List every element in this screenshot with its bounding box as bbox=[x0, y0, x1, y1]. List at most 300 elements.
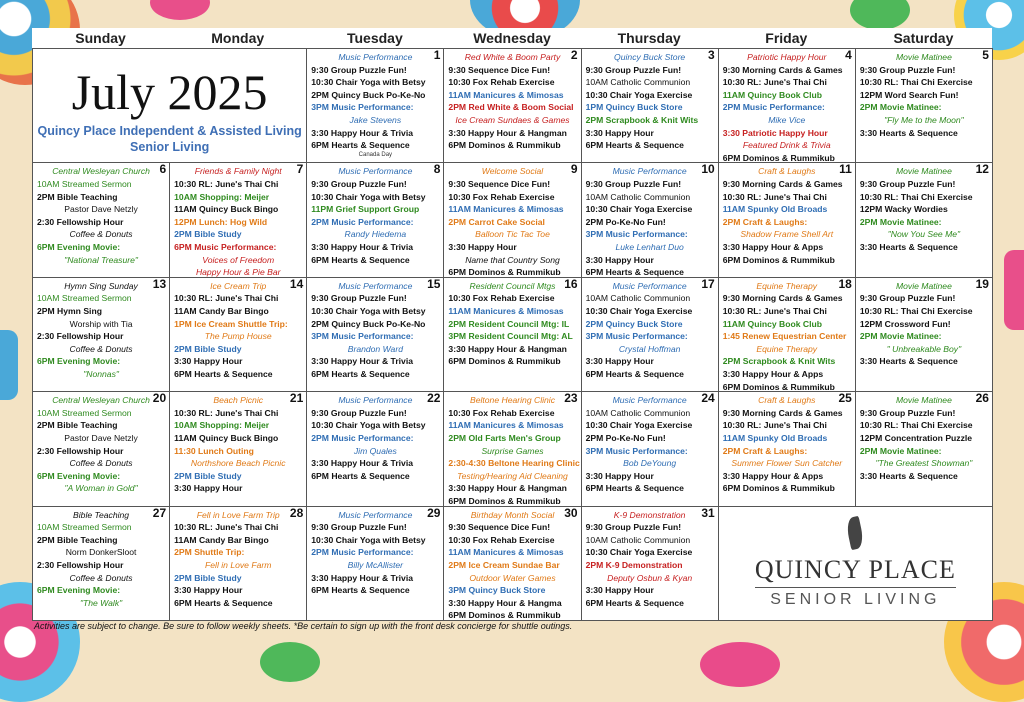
day-number: 18 bbox=[838, 277, 852, 291]
activity-line: Fell in Love Farm Trip bbox=[196, 509, 280, 520]
activity-line: 2PM Music Performance: bbox=[311, 432, 414, 443]
activity-line: 3PM Music Performance: bbox=[585, 445, 688, 456]
activity-line: 1PM Ice Cream Shuttle Trip: bbox=[174, 318, 288, 329]
activity-line: 3:30 Happy Hour & Hangman bbox=[448, 343, 567, 354]
activity-line: 11AM Quincy Buck Bingo bbox=[174, 432, 279, 443]
day-cell bbox=[856, 392, 993, 506]
activity-line: 10:30 Chair Yoga Exercise bbox=[585, 305, 693, 316]
day-cell bbox=[856, 163, 993, 277]
activity-line: 9:30 Sequence Dice Fun! bbox=[448, 522, 551, 533]
activity-line: 11AM Quincy Book Club bbox=[722, 89, 823, 100]
weekday-label: Friday bbox=[765, 30, 808, 46]
activity-line: 3:30 Hearts & Sequence bbox=[859, 241, 958, 252]
activity-line: Music Performance bbox=[338, 509, 413, 520]
activity-line: Pastor Dave Netzly bbox=[64, 204, 138, 215]
activity-line: 11AM Quincy Book Club bbox=[722, 318, 823, 329]
day-number: 25 bbox=[838, 392, 852, 406]
activity-line: 10AM Catholic Communion bbox=[585, 293, 691, 304]
activity-line: Music Performance bbox=[338, 395, 413, 406]
activity-line: Friends & Family Night bbox=[194, 166, 282, 177]
weekday-label: Tuesday bbox=[346, 30, 403, 46]
day-number: 31 bbox=[701, 506, 715, 520]
activity-line: 6PM Hearts & Sequence bbox=[585, 483, 684, 494]
logo-block bbox=[719, 507, 993, 621]
activity-line: Billy McAllister bbox=[347, 559, 404, 570]
day-number: 24 bbox=[701, 392, 715, 406]
activity-line: Quincy Buck Store bbox=[614, 52, 686, 62]
day-number: 22 bbox=[427, 392, 441, 406]
activity-line: Canada Day bbox=[358, 151, 393, 158]
activity-line: Happy Hour & Pie Bar bbox=[195, 267, 281, 278]
activity-line: 10:30 Chair Yoga with Betsy bbox=[311, 305, 426, 316]
activity-line: 10:30 RL: Thai Chi Exercise bbox=[859, 420, 973, 431]
month-title-block bbox=[33, 49, 307, 163]
activity-line: 10:30 Fox Rehab Exercise bbox=[448, 407, 555, 418]
activity-line: 3:30 Happy Hour & Trivia bbox=[311, 356, 414, 367]
activity-line: Birthday Month Social bbox=[470, 509, 555, 520]
activity-line: Randy Hiedema bbox=[344, 229, 407, 240]
activity-line: Brandon Ward bbox=[347, 343, 403, 354]
activity-line: 6PM Hearts & Sequence bbox=[585, 267, 684, 278]
activity-line: "A Woman in Gold" bbox=[64, 483, 138, 494]
activity-line: 9:30 Sequence Dice Fun! bbox=[448, 178, 551, 189]
activity-line: Equine Therapy bbox=[756, 343, 818, 354]
activity-line: Bible Teaching bbox=[73, 509, 130, 520]
activity-line: 2:30 Fellowship Hour bbox=[37, 445, 124, 456]
activity-line: Equine Therapy bbox=[756, 280, 818, 291]
activity-line: 6PM Hearts & Sequence bbox=[311, 470, 410, 481]
activity-line: The Pump House bbox=[204, 331, 272, 342]
activity-line: 6PM Evening Movie: bbox=[37, 241, 121, 252]
activity-line: 2PM Bible Study bbox=[174, 470, 242, 481]
activity-line: Beach Picnic bbox=[213, 395, 264, 406]
activity-line: 9:30 Morning Cards & Games bbox=[722, 293, 843, 304]
activity-line: 10:30 Chair Yoga Exercise bbox=[585, 204, 693, 215]
activity-line: 6PM Hearts & Sequence bbox=[311, 368, 410, 379]
day-cell bbox=[307, 507, 444, 621]
day-number: 30 bbox=[564, 506, 578, 520]
day-number: 11 bbox=[839, 163, 852, 177]
activity-line: 10AM Streamed Sermon bbox=[37, 407, 132, 418]
activity-line: 6PM Hearts & Sequence bbox=[311, 254, 410, 265]
activity-line: Music Performance bbox=[612, 166, 687, 177]
activity-line: 11AM Manicures & Mimosas bbox=[448, 547, 564, 558]
day-number: 23 bbox=[564, 392, 578, 406]
activity-line: Luke Lenhart Duo bbox=[615, 241, 684, 252]
day-number: 10 bbox=[701, 163, 715, 177]
activity-line: 2PM Po-Ke-No Fun! bbox=[585, 432, 666, 443]
activity-line: 10:30 RL: June's Thai Chi bbox=[174, 293, 279, 304]
activity-line: 9:30 Morning Cards & Games bbox=[722, 178, 843, 189]
activity-line: Craft & Laughs bbox=[758, 395, 816, 406]
day-cell bbox=[719, 392, 856, 506]
activity-line: 9:30 Group Puzzle Fun! bbox=[859, 407, 956, 418]
activity-line: 2PM Quincy Buck Po-Ke-No bbox=[311, 318, 426, 329]
day-number: 27 bbox=[152, 506, 167, 520]
day-number: 9 bbox=[570, 163, 578, 177]
activity-line: 6PM Dominos & Rummikub bbox=[722, 152, 835, 163]
day-number: 12 bbox=[975, 163, 989, 177]
activity-line: 2PM Hymn Sing bbox=[37, 305, 102, 316]
activity-line: 2PM Scrapbook & Knit Wits bbox=[585, 114, 699, 125]
activity-line: 2PM Bible Study bbox=[174, 343, 242, 354]
day-cell bbox=[582, 507, 719, 621]
activity-line: 10AM Catholic Communion bbox=[585, 77, 691, 88]
weekday-label: Saturday bbox=[893, 30, 954, 46]
activity-line: 9:30 Group Puzzle Fun! bbox=[311, 522, 407, 533]
activity-line: 6PM Dominos & Rummikub bbox=[448, 610, 561, 621]
activity-line: 2PM Movie Matinee: bbox=[859, 445, 942, 456]
activity-line: 1:45 Renew Equestrian Center bbox=[722, 331, 847, 342]
activity-line: 2PM Movie Matinee: bbox=[859, 216, 942, 227]
activity-line: Jim Quales bbox=[353, 445, 397, 456]
activity-line: 10:30 Fox Rehab Exercise bbox=[448, 77, 555, 88]
activity-line: 10:30 RL: June's Thai Chi bbox=[722, 191, 827, 202]
weekday-label: Sunday bbox=[75, 30, 126, 46]
activity-line: 9:30 Group Puzzle Fun! bbox=[311, 407, 407, 418]
activity-line: Jake Stevens bbox=[349, 114, 402, 125]
day-cell bbox=[170, 392, 307, 506]
day-number: 28 bbox=[289, 506, 304, 520]
activity-line: 3:30 Patriotic Happy Hour bbox=[722, 127, 828, 138]
activity-line: 2PM Resident Council Mtg: IL bbox=[448, 318, 570, 329]
day-cell bbox=[307, 392, 444, 506]
activity-line: " Unbreakable Boy" bbox=[886, 343, 962, 354]
activity-line: Summer Flower Sun Catcher bbox=[731, 458, 843, 469]
activity-line: 9:30 Group Puzzle Fun! bbox=[585, 64, 682, 75]
activity-line: Deputy Osbun & Kyan bbox=[607, 572, 693, 583]
activity-line: 2:30 Fellowship Hour bbox=[37, 331, 124, 342]
popsicle-decoration bbox=[0, 330, 18, 400]
activity-line: Voices of Freedom bbox=[202, 254, 275, 265]
activity-line: 3:30 Hearts & Sequence bbox=[859, 470, 958, 481]
activity-line: 11AM Quincy Buck Bingo bbox=[174, 204, 279, 215]
activity-line: 10:30 Fox Rehab Exercise bbox=[448, 534, 555, 545]
activity-line: 2PM Scrapbook & Knit Wits bbox=[722, 356, 836, 367]
activity-line: 3PM Music Performance: bbox=[585, 229, 688, 240]
activity-line: Coffee & Donuts bbox=[69, 572, 133, 583]
day-cell bbox=[170, 278, 307, 392]
activity-line: 10AM Shopping: Meijer bbox=[174, 191, 270, 202]
activity-line: 6PM Hearts & Sequence bbox=[311, 140, 410, 151]
activity-line: Beltone Hearing Clinic bbox=[469, 395, 555, 406]
activity-line: 10:30 RL: June's Thai Chi bbox=[174, 407, 279, 418]
activity-line: 6PM Dominos & Rummikub bbox=[722, 483, 835, 494]
activity-line: 10:30 RL: June's Thai Chi bbox=[722, 305, 827, 316]
activity-line: Coffee & Donuts bbox=[69, 229, 133, 240]
activity-line: 2:30-4:30 Beltone Hearing Clinic bbox=[448, 458, 580, 469]
activity-line: 10AM Streamed Sermon bbox=[37, 178, 132, 189]
activity-line: 6PM Music Performance: bbox=[174, 241, 277, 252]
day-number: 20 bbox=[152, 392, 167, 406]
activity-line: 11AM Manicures & Mimosas bbox=[448, 89, 564, 100]
day-number: 2 bbox=[570, 49, 578, 62]
activity-line: 2PM Movie Matinee: bbox=[859, 102, 942, 113]
activity-line: Norm DonkerSloot bbox=[65, 547, 137, 558]
activity-line: 2PM K-9 Demonstration bbox=[585, 559, 683, 570]
activity-line: 3PM Music Performance: bbox=[311, 102, 414, 113]
day-cell bbox=[444, 392, 581, 506]
activity-line: 2PM Music Performance: bbox=[311, 547, 414, 558]
activity-line: 10:30 Chair Yoga with Betsy bbox=[311, 534, 426, 545]
day-number: 4 bbox=[845, 49, 852, 62]
activity-line: 6PM Hearts & Sequence bbox=[585, 368, 684, 379]
activity-line: Welcome Social bbox=[481, 166, 544, 177]
activity-line: Hymn Sing Sunday bbox=[64, 280, 138, 291]
activity-line: 11AM Spunky Old Broads bbox=[722, 432, 828, 443]
activity-line: 12PM Lunch: Hog Wild bbox=[174, 216, 268, 227]
activity-line: Name that Country Song bbox=[465, 254, 560, 265]
activity-line: 6PM Evening Movie: bbox=[37, 356, 121, 367]
day-cell bbox=[170, 507, 307, 621]
flip-flop-decoration bbox=[700, 642, 780, 687]
activity-line: Mike Vice bbox=[768, 114, 806, 125]
activity-line: 9:30 Sequence Dice Fun! bbox=[448, 64, 551, 75]
activity-line: Craft & Laughs bbox=[758, 166, 816, 177]
activity-line: 6PM Dominos & Rummikub bbox=[448, 267, 561, 278]
activity-line: 2PM Music Performance: bbox=[722, 102, 825, 113]
activity-line: K-9 Demonstration bbox=[613, 509, 686, 520]
activity-line: 3:30 Happy Hour bbox=[174, 585, 243, 596]
activity-line: 10AM Catholic Communion bbox=[585, 534, 691, 545]
activity-line: 10:30 RL: June's Thai Chi bbox=[722, 77, 827, 88]
activity-line: Music Performance bbox=[612, 280, 687, 291]
activity-line: 11AM Spunky Old Broads bbox=[722, 204, 828, 215]
activity-line: 10:30 RL: June's Thai Chi bbox=[174, 178, 279, 189]
day-cell bbox=[33, 278, 170, 392]
month-title: July 2025 bbox=[71, 64, 268, 120]
day-cell bbox=[33, 507, 170, 621]
day-cell bbox=[444, 49, 581, 163]
activity-line: Shadow Frame Shell Art bbox=[740, 229, 834, 240]
activity-line: Featured Drink & Trivia bbox=[742, 140, 831, 151]
activity-line: 2PM Craft & Laughs: bbox=[722, 216, 808, 227]
activity-line: "The Greatest Showman" bbox=[875, 458, 973, 469]
activity-line: 6PM Dominos & Rummikub bbox=[722, 254, 835, 265]
day-cell bbox=[582, 49, 719, 163]
activity-line: 3:30 Happy Hour & Hangma bbox=[448, 597, 562, 608]
activity-line: 3:30 Happy Hour & Trivia bbox=[311, 127, 414, 138]
activity-line: 2PM Po-Ke-No Fun! bbox=[585, 216, 666, 227]
activity-line: 2PM Music Performance: bbox=[311, 216, 414, 227]
logo-name: QUINCY PLACE bbox=[755, 555, 956, 588]
activity-line: 11:30 Lunch Outing bbox=[174, 445, 254, 456]
logo-subtitle: SENIOR LIVING bbox=[770, 591, 941, 609]
day-number: 29 bbox=[427, 506, 441, 520]
activity-line: 6PM Hearts & Sequence bbox=[311, 585, 410, 596]
activity-line: 2PM Bible Study bbox=[174, 229, 242, 240]
activity-line: 2PM Carrot Cake Social bbox=[448, 216, 545, 227]
day-number: 7 bbox=[296, 163, 304, 177]
day-cell bbox=[33, 163, 170, 277]
activity-line: 3:30 Hearts & Sequence bbox=[859, 356, 958, 367]
activity-line: 1PM Quincy Buck Store bbox=[585, 102, 683, 113]
activity-line: 10AM Streamed Sermon bbox=[37, 522, 132, 533]
activity-line: 3:30 Happy Hour & Apps bbox=[722, 368, 824, 379]
activity-line: "Now You See Me" bbox=[887, 229, 961, 240]
weekday-label: Monday bbox=[211, 30, 265, 46]
footer-note: Activities are subject to change. Be sure to follow weekly sheets. *Be certain to sign up with the front desk concierge for shuttle outings. bbox=[34, 621, 573, 631]
activity-line: 11AM Candy Bar Bingo bbox=[174, 534, 269, 545]
activity-line: Red White & Boom Party bbox=[464, 52, 561, 62]
activity-line: 6PM Hearts & Sequence bbox=[585, 597, 684, 608]
activity-line: 2PM Ice Cream Sundae Bar bbox=[448, 559, 560, 570]
weekday-header bbox=[32, 28, 992, 48]
activity-line: 6PM Dominos & Rummikub bbox=[448, 495, 561, 506]
activity-line: Patriotic Happy Hour bbox=[747, 52, 827, 62]
day-number: 8 bbox=[433, 163, 441, 177]
activity-line: Central Wesleyan Church bbox=[52, 395, 150, 406]
activity-line: 3:30 Happy Hour & Trivia bbox=[311, 458, 414, 469]
activity-line: 3:30 Happy Hour bbox=[585, 254, 654, 265]
day-cell bbox=[856, 278, 993, 392]
activity-line: 9:30 Group Puzzle Fun! bbox=[311, 64, 407, 75]
activity-line: 9:30 Morning Cards & Games bbox=[722, 407, 843, 418]
day-number: 14 bbox=[289, 277, 304, 291]
day-cell bbox=[307, 163, 444, 277]
activity-line: 10:30 Chair Yoga with Betsy bbox=[311, 77, 426, 88]
activity-line: 3:30 Happy Hour bbox=[448, 241, 517, 252]
day-cell bbox=[582, 163, 719, 277]
activity-line: 3:30 Happy Hour & Hangman bbox=[448, 483, 567, 494]
day-cell bbox=[33, 392, 170, 506]
activity-line: 10:30 Chair Yoga with Betsy bbox=[311, 191, 426, 202]
activity-line: 6PM Hearts & Sequence bbox=[585, 140, 684, 151]
day-number: 13 bbox=[152, 277, 167, 291]
flip-flop-decoration bbox=[150, 0, 210, 20]
activity-line: 3:30 Happy Hour bbox=[585, 585, 654, 596]
activity-line: 6PM Dominos & Rummikub bbox=[722, 381, 835, 392]
activity-line: 11AM Manicures & Mimosas bbox=[448, 420, 564, 431]
day-cell bbox=[170, 163, 307, 277]
activity-line: 2PM Old Farts Men's Group bbox=[448, 432, 561, 443]
activity-line: 10AM Shopping: Meijer bbox=[174, 420, 270, 431]
activity-line: 3:30 Hearts & Sequence bbox=[859, 127, 958, 138]
activity-line: 10:30 RL: June's Thai Chi bbox=[722, 420, 827, 431]
activity-line: 3PM Resident Council Mtg: AL bbox=[448, 331, 573, 342]
day-number: 26 bbox=[975, 392, 989, 406]
activity-line: Coffee & Donuts bbox=[69, 343, 133, 354]
activity-line: "Nonnas" bbox=[83, 368, 119, 379]
activity-line: 3PM Music Performance: bbox=[585, 331, 688, 342]
activity-line: 11PM Grief Support Group bbox=[311, 204, 420, 215]
activity-line: 2PM Bible Study bbox=[174, 572, 242, 583]
activity-line: 3:30 Happy Hour bbox=[585, 470, 654, 481]
activity-line: 3PM Music Performance: bbox=[311, 331, 414, 342]
activity-line: 10AM Catholic Communion bbox=[585, 407, 691, 418]
activity-line: Northshore Beach Picnic bbox=[190, 458, 286, 469]
activity-line: Movie Matinee bbox=[895, 280, 952, 291]
activity-line: 10:30 Chair Yoga Exercise bbox=[585, 89, 693, 100]
activity-line: 10AM Streamed Sermon bbox=[37, 293, 132, 304]
activity-line: 3:30 Happy Hour bbox=[174, 356, 243, 367]
activity-line: 12PM Crossword Fun! bbox=[859, 318, 951, 329]
activity-line: 9:30 Group Puzzle Fun! bbox=[585, 178, 682, 189]
activity-line: 2PM Bible Teaching bbox=[37, 534, 118, 545]
activity-line: Crystal Hoffman bbox=[618, 343, 681, 354]
weekday-label: Thursday bbox=[617, 30, 681, 46]
day-cell bbox=[307, 49, 444, 163]
activity-line: 3:30 Happy Hour & Apps bbox=[722, 470, 824, 481]
activity-line: Worship with Tia bbox=[69, 318, 133, 329]
activity-line: 10:30 RL: Thai Chi Exercise bbox=[859, 305, 973, 316]
activity-line: 2PM Quincy Buck Store bbox=[585, 318, 683, 329]
activity-line: Fell in Love Farm bbox=[205, 559, 272, 570]
day-number: 17 bbox=[701, 277, 715, 291]
day-cell bbox=[582, 392, 719, 506]
activity-line: Bob DeYoung bbox=[623, 458, 677, 469]
day-cell bbox=[307, 278, 444, 392]
activity-line: Music Performance bbox=[338, 166, 413, 177]
activity-line: Music Performance bbox=[338, 52, 413, 62]
activity-line: 2PM Bible Teaching bbox=[37, 420, 118, 431]
activity-line: 3:30 Happy Hour & Trivia bbox=[311, 241, 414, 252]
activity-line: 2PM Bible Teaching bbox=[37, 191, 118, 202]
activity-line: 10:30 Chair Yoga Exercise bbox=[585, 420, 693, 431]
activity-line: 2PM Shuttle Trip: bbox=[174, 547, 245, 558]
activity-line: Surprise Games bbox=[481, 445, 544, 456]
popsicle-decoration bbox=[850, 0, 910, 30]
day-cell bbox=[444, 507, 581, 621]
day-number: 6 bbox=[159, 163, 167, 177]
activity-line: 12PM Concentration Puzzle bbox=[859, 432, 973, 443]
activity-line: Music Performance bbox=[612, 395, 687, 406]
activity-line: 11AM Manicures & Mimosas bbox=[448, 305, 564, 316]
day-cell bbox=[582, 278, 719, 392]
activity-line: 12PM Wacky Wordies bbox=[859, 204, 948, 215]
activity-line: Coffee & Donuts bbox=[69, 458, 133, 469]
activity-line: "The Walk" bbox=[79, 597, 123, 608]
activity-line: 10:30 RL: Thai Chi Exercise bbox=[859, 77, 973, 88]
activity-line: 9:30 Group Puzzle Fun! bbox=[311, 293, 407, 304]
activity-line: 10:30 Chair Yoga with Betsy bbox=[311, 420, 426, 431]
activity-line: Resident Council Mtgs bbox=[469, 280, 556, 291]
activity-line: Pastor Dave Netzly bbox=[64, 432, 138, 443]
activity-line: Movie Matinee bbox=[895, 166, 952, 177]
day-cell bbox=[444, 278, 581, 392]
day-number: 19 bbox=[975, 277, 989, 291]
activity-line: 2:30 Fellowship Hour bbox=[37, 216, 124, 227]
activity-line: 6PM Evening Movie: bbox=[37, 585, 121, 596]
activity-line: 2PM Movie Matinee: bbox=[859, 331, 942, 342]
day-cell bbox=[444, 163, 581, 277]
activity-line: 10:30 RL: Thai Chi Exercise bbox=[859, 191, 973, 202]
day-cell bbox=[719, 278, 856, 392]
leaf-icon bbox=[845, 516, 865, 550]
flip-flop-decoration bbox=[1004, 250, 1024, 330]
activity-line: 6PM Dominos & Rummikub bbox=[448, 356, 561, 367]
activity-line: Ice Cream Sundaes & Games bbox=[455, 114, 570, 125]
activity-line: Central Wesleyan Church bbox=[52, 166, 150, 177]
day-cell bbox=[719, 163, 856, 277]
day-number: 16 bbox=[564, 277, 578, 291]
activity-line: 3PM Quincy Buck Store bbox=[448, 585, 546, 596]
activity-line: "National Treasure" bbox=[64, 254, 138, 265]
activity-line: 9:30 Group Puzzle Fun! bbox=[859, 64, 956, 75]
activity-line: Ice Cream Trip bbox=[210, 280, 267, 291]
activity-line: 10:30 Chair Yoga Exercise bbox=[585, 547, 693, 558]
activity-line: 9:30 Group Puzzle Fun! bbox=[311, 178, 407, 189]
activity-line: 2PM Red White & Boom Social bbox=[448, 102, 574, 113]
day-number: 21 bbox=[289, 392, 304, 406]
activity-line: 9:30 Group Puzzle Fun! bbox=[859, 293, 956, 304]
activity-line: 3:30 Happy Hour bbox=[585, 356, 654, 367]
day-cell bbox=[856, 49, 993, 163]
activity-line: 2PM Quincy Buck Po-Ke-No bbox=[311, 89, 426, 100]
activity-line: 9:30 Group Puzzle Fun! bbox=[859, 178, 956, 189]
day-number: 1 bbox=[433, 49, 441, 62]
activity-line: 3:30 Happy Hour bbox=[585, 127, 654, 138]
